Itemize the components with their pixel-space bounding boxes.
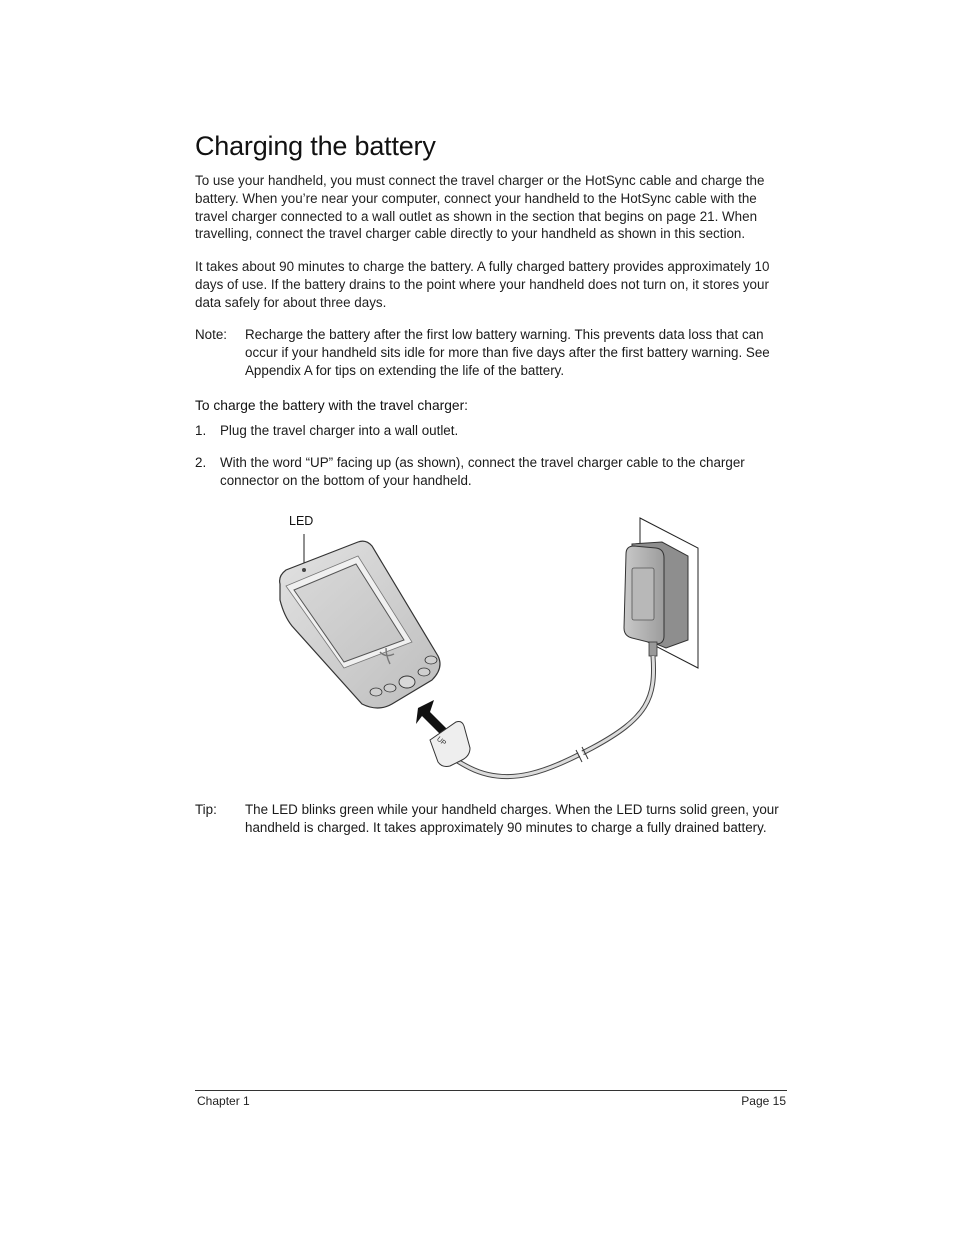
footer-divider bbox=[195, 1090, 787, 1091]
step-text: Plug the travel charger into a wall outlet. bbox=[220, 423, 459, 438]
note-text: Recharge the battery after the first low battery warning. This prevents data loss that can occur if your handheld sits idle for more than five days after the first battery warning. See Appendix A for tips on extending the life of the battery. bbox=[245, 327, 770, 378]
navigator-button bbox=[399, 676, 415, 688]
travel-charger bbox=[624, 542, 688, 656]
connector-up-label: UP bbox=[435, 735, 448, 748]
footer-chapter: Chapter 1 bbox=[197, 1094, 250, 1108]
procedure-heading: To charge the battery with the travel charger: bbox=[195, 398, 469, 413]
charger-cable bbox=[450, 656, 654, 777]
tip-text: The LED blinks green while your handheld charges. When the LED turns solid green, your handheld is charged. It takes approximately 90 minutes to charge a fully drained battery. bbox=[245, 802, 779, 835]
tip-label: Tip: bbox=[195, 802, 217, 817]
app-button bbox=[370, 688, 382, 696]
intro-paragraph: To use your handheld, you must connect the travel charger or the HotSync cable and charge the battery. When you’re near your computer, connect your handheld to the HotSync cable with the travel charger connected to a wall outlet as shown in the section that begins on page 21. When travelling, connect the travel charger cable directly to your handheld as shown in this section. bbox=[195, 173, 765, 242]
note-label: Note: bbox=[195, 327, 228, 342]
footer-page-number: Page 15 bbox=[741, 1094, 786, 1108]
led-indicator bbox=[302, 568, 306, 572]
step-number: 1. bbox=[195, 423, 207, 438]
step-text: With the word “UP” facing up (as shown), connect the travel charger cable to the charger connector on the bottom of your handheld. bbox=[220, 455, 745, 488]
battery-life-paragraph: It takes about 90 minutes to charge the battery. A fully charged battery provides approximately 10 days of use. If the battery drains to the point where your handheld does not turn on, it stores your data safely for about three days. bbox=[195, 259, 770, 310]
led-callout-label: LED bbox=[289, 514, 314, 528]
app-button bbox=[384, 684, 396, 692]
page-title: Charging the battery bbox=[195, 131, 436, 161]
insert-arrow-icon bbox=[416, 700, 448, 734]
charging-illustration bbox=[270, 508, 710, 793]
handheld-device bbox=[280, 541, 440, 708]
step-number: 2. bbox=[195, 455, 207, 470]
app-button bbox=[418, 668, 430, 676]
app-button bbox=[425, 656, 437, 664]
